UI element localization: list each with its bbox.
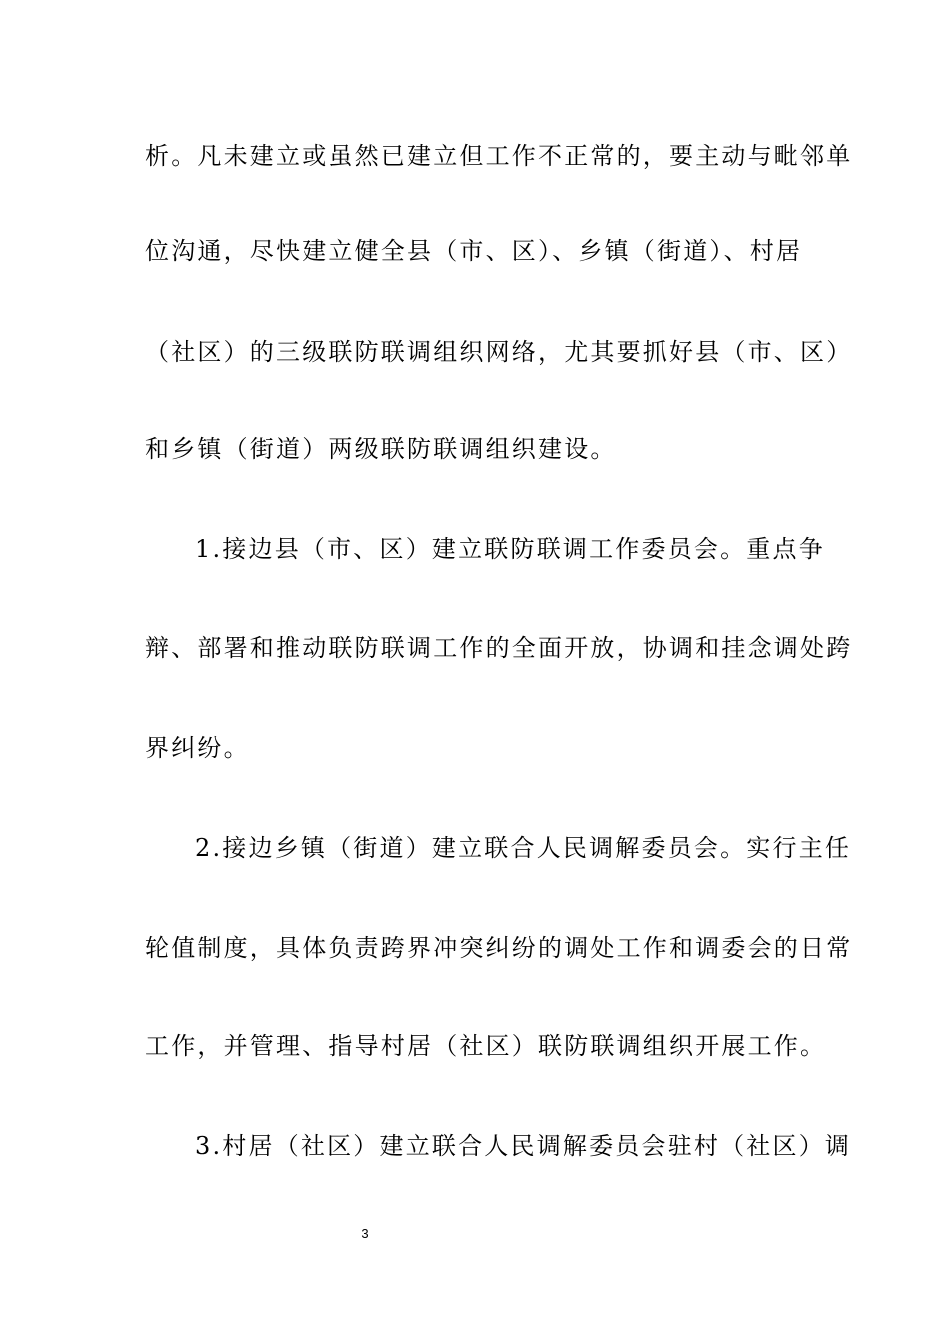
text-line: 辩、部署和推动联防联调工作的全面开放，协调和挂念调处跨 [145, 634, 853, 662]
numbered-item-3: 3.村居（社区）建立联合人民调解委员会驻村（社区）调 [195, 1132, 852, 1160]
page-number: 3 [361, 1226, 369, 1241]
numbered-item-1: 1.接边县（市、区）建立联防联调工作委员会。重点争 [195, 535, 825, 563]
text-line: （社区）的三级联防联调组织网络，尤其要抓好县（市、区） [145, 338, 853, 366]
text-line: 和乡镇（街道）两级联防联调组织建设。 [145, 435, 617, 463]
text-line: 位沟通，尽快建立健全县（市、区）、乡镇（街道）、村居 [145, 237, 803, 265]
text-line: 界纠纷。 [145, 734, 250, 762]
text-line: 析。凡未建立或虽然已建立但工作不正常的，要主动与毗邻单 [145, 142, 853, 170]
text-line: 轮值制度，具体负责跨界冲突纠纷的调处工作和调委会的日常 [145, 934, 853, 962]
text-line: 工作，并管理、指导村居（社区）联防联调组织开展工作。 [145, 1032, 827, 1060]
numbered-item-2: 2.接边乡镇（街道）建立联合人民调解委员会。实行主任 [195, 834, 852, 862]
